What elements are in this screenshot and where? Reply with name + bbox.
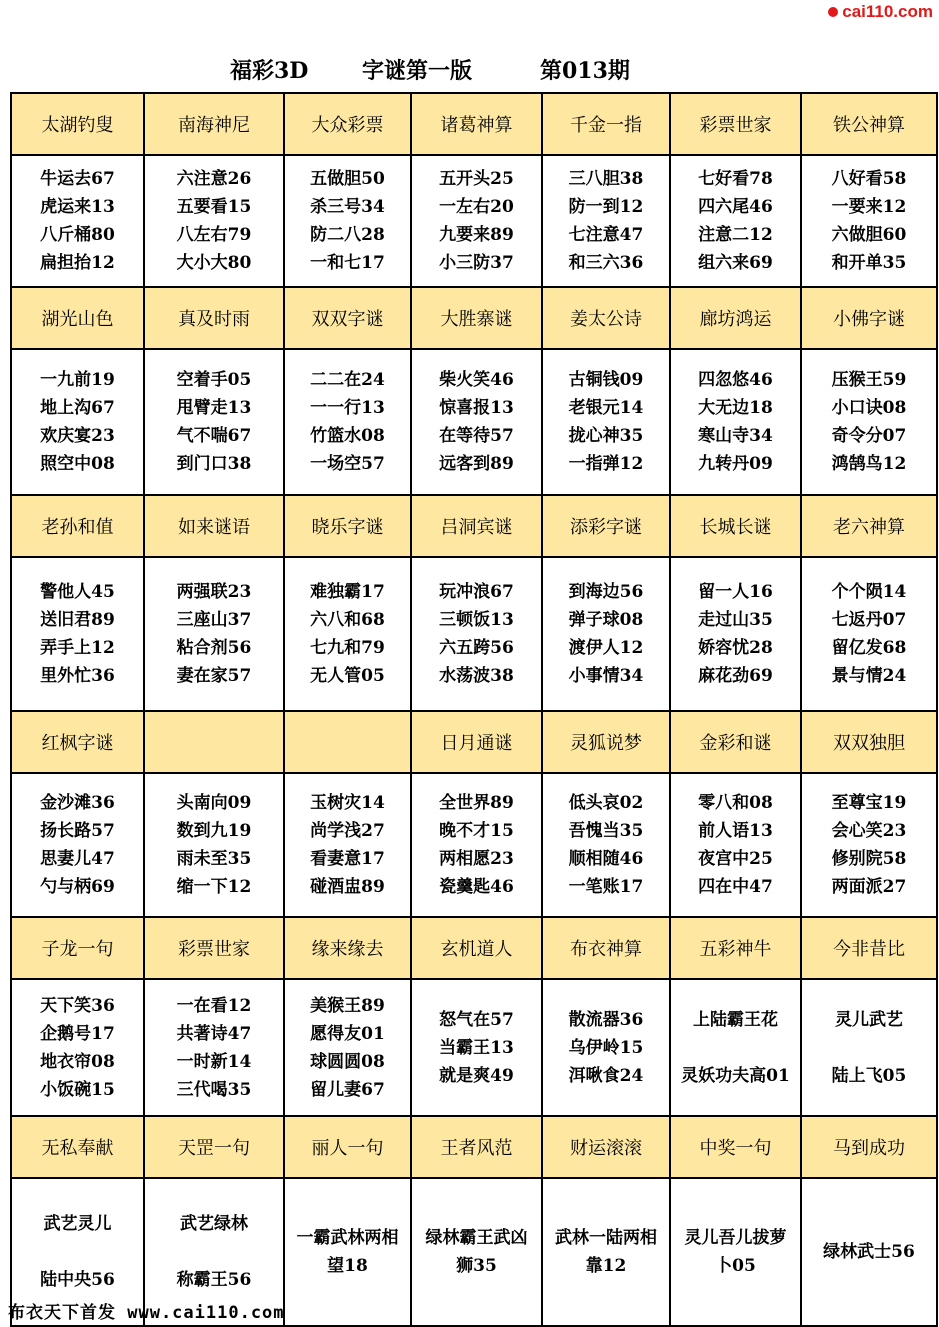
prediction-text: 会心笑23 <box>831 821 907 841</box>
prediction-text: 一笔账17 <box>568 877 644 897</box>
site-logo-text: cai110.com <box>842 2 933 21</box>
prediction-cell <box>801 557 937 711</box>
section-data-row <box>11 773 937 917</box>
prediction-text: 两面派27 <box>831 877 907 897</box>
expert-name-cell: 布衣神算 <box>542 917 670 979</box>
prediction-text: 留儿妻67 <box>310 1079 385 1100</box>
prediction-text: 四在中47 <box>698 877 773 897</box>
prediction-text: 防二八28 <box>310 225 385 245</box>
expert-name-cell: 今非昔比 <box>801 917 937 979</box>
prediction-cell <box>411 979 542 1116</box>
prediction-cell <box>670 349 801 495</box>
prediction-text: 妻在家57 <box>176 666 252 686</box>
prediction-text: 七好看78 <box>698 169 773 189</box>
prediction-cell <box>144 155 284 287</box>
expert-name-cell: 姜太公诗 <box>542 287 670 349</box>
prediction-text: 杀三号34 <box>310 197 385 217</box>
prediction-text: 个个陨14 <box>831 582 907 602</box>
page-header <box>0 50 939 88</box>
prediction-text: 留一人16 <box>698 582 773 602</box>
prediction-text: 陆中央56 <box>40 1270 115 1290</box>
prediction-text: 和开单35 <box>831 253 907 273</box>
prediction-text: 玉树灾14 <box>310 793 385 813</box>
expert-name-cell: 南海神尼 <box>144 93 284 155</box>
prediction-text: 吾愧当35 <box>568 821 644 841</box>
prediction-cell <box>542 349 670 495</box>
section-data-row <box>11 349 937 495</box>
prediction-cell <box>411 557 542 711</box>
line-gap <box>671 1034 800 1062</box>
prediction-cell <box>284 155 411 287</box>
riddle-table <box>10 92 938 1327</box>
prediction-text: 麻花劲69 <box>698 666 773 686</box>
prediction-text: 共著诗47 <box>176 1023 252 1044</box>
prediction-text: 至尊宝19 <box>831 793 907 813</box>
prediction-cell <box>284 1178 411 1326</box>
expert-name-cell: 缘来缘去 <box>284 917 411 979</box>
prediction-text: 小三防37 <box>439 253 514 273</box>
expert-name-cell: 子龙一句 <box>11 917 144 979</box>
expert-name-cell: 老孙和值 <box>11 495 144 557</box>
prediction-text: 雨未至35 <box>176 849 252 869</box>
expert-name-cell: 添彩字谜 <box>542 495 670 557</box>
prediction-text: 七九和79 <box>310 638 385 658</box>
section-header-row <box>11 93 937 155</box>
prediction-text: 勺与柄69 <box>40 877 115 897</box>
prediction-text: 奇令分07 <box>831 426 907 446</box>
prediction-cell <box>801 155 937 287</box>
prediction-text: 水荡波38 <box>439 666 514 686</box>
prediction-text: 思妻儿47 <box>40 849 115 869</box>
prediction-text: 灵儿吾儿拔萝卜05 <box>684 1228 787 1276</box>
prediction-text: 灵妖功夫高01 <box>681 1065 790 1086</box>
prediction-text: 一要来12 <box>831 197 907 217</box>
prediction-text: 天下笑36 <box>40 995 115 1016</box>
prediction-cell <box>801 979 937 1116</box>
prediction-cell <box>542 979 670 1116</box>
expert-name-cell: 吕洞宾谜 <box>411 495 542 557</box>
expert-name-cell: 王者风范 <box>411 1116 542 1178</box>
prediction-text: 远客到89 <box>439 454 514 474</box>
prediction-text: 甩臂走13 <box>176 398 252 418</box>
prediction-cell <box>144 773 284 917</box>
prediction-text: 两相愿23 <box>439 849 514 869</box>
section-data-row <box>11 557 937 711</box>
prediction-cell <box>144 557 284 711</box>
prediction-text: 乌伊岭15 <box>568 1037 644 1058</box>
expert-name-cell: 如来谜语 <box>144 495 284 557</box>
prediction-cell <box>284 979 411 1116</box>
prediction-text: 三代喝35 <box>176 1079 252 1100</box>
prediction-text: 八斤桶80 <box>40 225 115 245</box>
prediction-text: 一和七17 <box>310 253 385 273</box>
prediction-cell <box>542 1178 670 1326</box>
expert-name-cell: 大胜寨谜 <box>411 287 542 349</box>
expert-name-cell: 双双独胆 <box>801 711 937 773</box>
prediction-text: 寒山寺34 <box>698 426 773 446</box>
prediction-text: 防一到12 <box>568 197 644 217</box>
expert-name-cell: 大众彩票 <box>284 93 411 155</box>
prediction-text: 八好看58 <box>831 169 907 189</box>
prediction-text: 小口诀08 <box>831 398 907 418</box>
expert-name-cell: 晓乐字谜 <box>284 495 411 557</box>
section-header-row <box>11 495 937 557</box>
prediction-text: 晚不才15 <box>439 821 514 841</box>
prediction-cell <box>801 349 937 495</box>
section-data-row <box>11 155 937 287</box>
prediction-text: 一场空57 <box>310 454 385 474</box>
prediction-text: 三座山37 <box>176 610 252 630</box>
expert-name-cell: 太湖钓叟 <box>11 93 144 155</box>
prediction-cell <box>411 349 542 495</box>
expert-name-cell: 五彩神牛 <box>670 917 801 979</box>
prediction-text: 到海边56 <box>568 582 644 602</box>
prediction-cell <box>670 155 801 287</box>
prediction-text: 九转丹09 <box>698 454 773 474</box>
prediction-text: 低头哀02 <box>568 793 644 813</box>
prediction-text: 头南向09 <box>176 793 252 813</box>
prediction-text: 绿林霸王武凶狮35 <box>425 1228 528 1276</box>
prediction-text: 怒气在57 <box>439 1009 514 1030</box>
prediction-text: 九要来89 <box>439 225 514 245</box>
prediction-text: 就是爽49 <box>439 1065 514 1086</box>
footer-credit: 布衣天下首发 www.cai110.com <box>8 1303 285 1323</box>
prediction-cell <box>411 1178 542 1326</box>
prediction-text: 注意二12 <box>698 225 773 245</box>
line-gap <box>12 1238 143 1266</box>
prediction-text: 弄手上12 <box>40 638 115 658</box>
lottery-name: 福彩3D <box>230 58 309 84</box>
prediction-cell <box>284 349 411 495</box>
prediction-text: 惊喜报13 <box>439 398 514 418</box>
prediction-text: 一霸武林两相望18 <box>296 1228 399 1276</box>
prediction-text: 难独霸17 <box>310 582 385 602</box>
expert-name-cell: 玄机道人 <box>411 917 542 979</box>
prediction-text: 上陆霸王花 <box>693 1009 778 1030</box>
prediction-text: 美猴王89 <box>310 995 385 1016</box>
section-header-row <box>11 711 937 773</box>
prediction-text: 称霸王56 <box>176 1270 252 1290</box>
prediction-text: 大小大80 <box>176 253 252 273</box>
prediction-text: 球圆圆08 <box>310 1051 385 1072</box>
prediction-text: 虎运来13 <box>40 197 115 217</box>
prediction-text: 数到九19 <box>176 821 252 841</box>
page-title: 字谜第一版 <box>362 58 473 84</box>
expert-name-cell: 中奖一句 <box>670 1116 801 1178</box>
prediction-text: 在等待57 <box>439 426 514 446</box>
prediction-text: 气不喘67 <box>176 426 252 446</box>
prediction-text: 武艺绿林 <box>180 1214 248 1234</box>
expert-name-cell <box>284 711 411 773</box>
prediction-cell <box>670 1178 801 1326</box>
prediction-text: 金沙滩36 <box>40 793 115 813</box>
expert-name-cell: 灵狐说梦 <box>542 711 670 773</box>
prediction-cell <box>801 773 937 917</box>
prediction-cell <box>801 1178 937 1326</box>
prediction-text: 前人语13 <box>698 821 773 841</box>
prediction-text: 渡伊人12 <box>568 638 644 658</box>
prediction-text: 鸿鹄鸟12 <box>831 454 907 474</box>
issue-number: 第013期 <box>540 58 630 84</box>
expert-name-cell: 日月通谜 <box>411 711 542 773</box>
prediction-text: 三顿饭13 <box>439 610 514 630</box>
expert-name-cell <box>144 711 284 773</box>
section-header-row <box>11 917 937 979</box>
prediction-text: 压猴王59 <box>831 370 907 390</box>
prediction-text: 里外忙36 <box>40 666 115 686</box>
expert-name-cell: 彩票世家 <box>144 917 284 979</box>
prediction-cell <box>542 773 670 917</box>
prediction-text: 地上沟67 <box>40 398 115 418</box>
expert-name-cell: 长城长谜 <box>670 495 801 557</box>
expert-name-cell: 红枫字谜 <box>11 711 144 773</box>
expert-name-cell: 小佛字谜 <box>801 287 937 349</box>
prediction-cell <box>11 773 144 917</box>
prediction-text: 陆上飞05 <box>831 1065 907 1086</box>
prediction-text: 四六尾46 <box>698 197 773 217</box>
prediction-text: 到门口38 <box>176 454 252 474</box>
prediction-text: 和三六36 <box>568 253 644 273</box>
prediction-text: 送旧君89 <box>40 610 115 630</box>
expert-name-cell: 廊坊鸿运 <box>670 287 801 349</box>
prediction-text: 组六来69 <box>698 253 773 273</box>
logo-icon <box>828 7 838 17</box>
prediction-text: 走过山35 <box>698 610 773 630</box>
prediction-text: 企鹅号17 <box>40 1023 115 1044</box>
prediction-cell <box>670 557 801 711</box>
prediction-cell <box>670 979 801 1116</box>
prediction-text: 小事情34 <box>568 666 644 686</box>
prediction-text: 五做胆50 <box>310 169 385 189</box>
prediction-cell <box>284 557 411 711</box>
prediction-text: 留亿发68 <box>831 638 907 658</box>
prediction-text: 景与情24 <box>831 666 907 686</box>
line-gap <box>802 1034 936 1062</box>
prediction-text: 七返丹07 <box>831 610 907 630</box>
prediction-cell <box>542 155 670 287</box>
prediction-text: 一九前19 <box>40 370 115 390</box>
prediction-text: 粘合剂56 <box>176 638 252 658</box>
expert-name-cell: 铁公神算 <box>801 93 937 155</box>
prediction-text: 弹子球08 <box>568 610 644 630</box>
prediction-text: 尚学浅27 <box>310 821 385 841</box>
expert-name-cell: 诸葛神算 <box>411 93 542 155</box>
prediction-text: 六注意26 <box>176 169 252 189</box>
prediction-cell <box>670 773 801 917</box>
site-logo <box>828 2 933 22</box>
expert-name-cell: 彩票世家 <box>670 93 801 155</box>
prediction-text: 照空中08 <box>40 454 115 474</box>
prediction-text: 竹篮水08 <box>310 426 385 446</box>
prediction-cell <box>11 155 144 287</box>
prediction-text: 八左右79 <box>176 225 252 245</box>
prediction-text: 一指弹12 <box>568 454 644 474</box>
prediction-text: 零八和08 <box>698 793 773 813</box>
prediction-text: 古铜钱09 <box>568 370 644 390</box>
prediction-text: 一在看12 <box>176 995 252 1016</box>
prediction-text: 小饭碗15 <box>40 1079 115 1100</box>
prediction-cell <box>411 155 542 287</box>
prediction-text: 武艺灵儿 <box>43 1214 112 1234</box>
prediction-cell <box>11 349 144 495</box>
section-header-row <box>11 1116 937 1178</box>
prediction-text: 一时新14 <box>176 1051 252 1072</box>
expert-name-cell: 财运滚滚 <box>542 1116 670 1178</box>
expert-name-cell: 马到成功 <box>801 1116 937 1178</box>
prediction-text: 警他人45 <box>40 582 115 602</box>
prediction-text: 武林一陆两相靠12 <box>555 1228 657 1276</box>
expert-name-cell: 湖光山色 <box>11 287 144 349</box>
prediction-text: 玩冲浪67 <box>439 582 514 602</box>
prediction-text: 五要看15 <box>176 197 252 217</box>
prediction-text: 娇容忧28 <box>698 638 773 658</box>
prediction-text: 七注意47 <box>568 225 644 245</box>
prediction-cell <box>542 557 670 711</box>
line-gap <box>145 1238 283 1266</box>
section-header-row <box>11 287 937 349</box>
prediction-text: 老银元14 <box>568 398 644 418</box>
prediction-text: 夜宫中25 <box>698 849 773 869</box>
expert-name-cell: 金彩和谜 <box>670 711 801 773</box>
section-data-row <box>11 979 937 1116</box>
prediction-text: 修别院58 <box>831 849 907 869</box>
prediction-text: 缩一下12 <box>176 877 252 897</box>
prediction-cell <box>284 773 411 917</box>
prediction-text: 灵儿武艺 <box>835 1009 903 1030</box>
prediction-text: 地衣帘08 <box>40 1051 115 1072</box>
prediction-text: 看妻意17 <box>310 849 385 869</box>
prediction-text: 一一行13 <box>310 398 385 418</box>
prediction-cell <box>11 979 144 1116</box>
prediction-text: 柴火笑46 <box>439 370 514 390</box>
prediction-text: 六五跨56 <box>439 638 514 658</box>
prediction-text: 扁担抬12 <box>40 253 115 273</box>
prediction-text: 六做胆60 <box>831 225 907 245</box>
expert-name-cell: 双双字谜 <box>284 287 411 349</box>
prediction-text: 碰酒盅89 <box>310 877 385 897</box>
prediction-text: 空着手05 <box>176 370 252 390</box>
expert-name-cell: 千金一指 <box>542 93 670 155</box>
prediction-text: 当霸王13 <box>439 1037 514 1058</box>
expert-name-cell: 真及时雨 <box>144 287 284 349</box>
prediction-cell <box>144 979 284 1116</box>
expert-name-cell: 无私奉献 <box>11 1116 144 1178</box>
prediction-text: 全世界89 <box>439 793 514 813</box>
prediction-text: 愿得友01 <box>310 1023 385 1044</box>
expert-name-cell: 丽人一句 <box>284 1116 411 1178</box>
prediction-text: 拢心神35 <box>568 426 644 446</box>
prediction-text: 无人管05 <box>310 666 385 686</box>
prediction-text: 洱啾食24 <box>568 1065 644 1086</box>
prediction-text: 四忽悠46 <box>698 370 773 390</box>
prediction-cell <box>411 773 542 917</box>
prediction-text: 大无边18 <box>698 398 773 418</box>
prediction-text: 两强联23 <box>176 582 252 602</box>
prediction-text: 瓷羹匙46 <box>439 877 514 897</box>
prediction-text: 三八胆38 <box>568 169 644 189</box>
prediction-text: 牛运去67 <box>40 169 115 189</box>
expert-name-cell: 天罡一句 <box>144 1116 284 1178</box>
prediction-text: 欢庆宴23 <box>40 426 115 446</box>
prediction-text: 一左右20 <box>439 197 514 217</box>
prediction-text: 五开头25 <box>439 169 514 189</box>
prediction-text: 散流器36 <box>568 1009 644 1030</box>
prediction-text: 顺相随46 <box>568 849 644 869</box>
prediction-text: 二二在24 <box>310 370 385 390</box>
prediction-cell <box>144 349 284 495</box>
expert-name-cell: 老六神算 <box>801 495 937 557</box>
prediction-text: 扬长路57 <box>40 821 115 841</box>
prediction-cell <box>11 557 144 711</box>
prediction-text: 绿林武士56 <box>823 1242 915 1262</box>
prediction-text: 六八和68 <box>310 610 385 630</box>
